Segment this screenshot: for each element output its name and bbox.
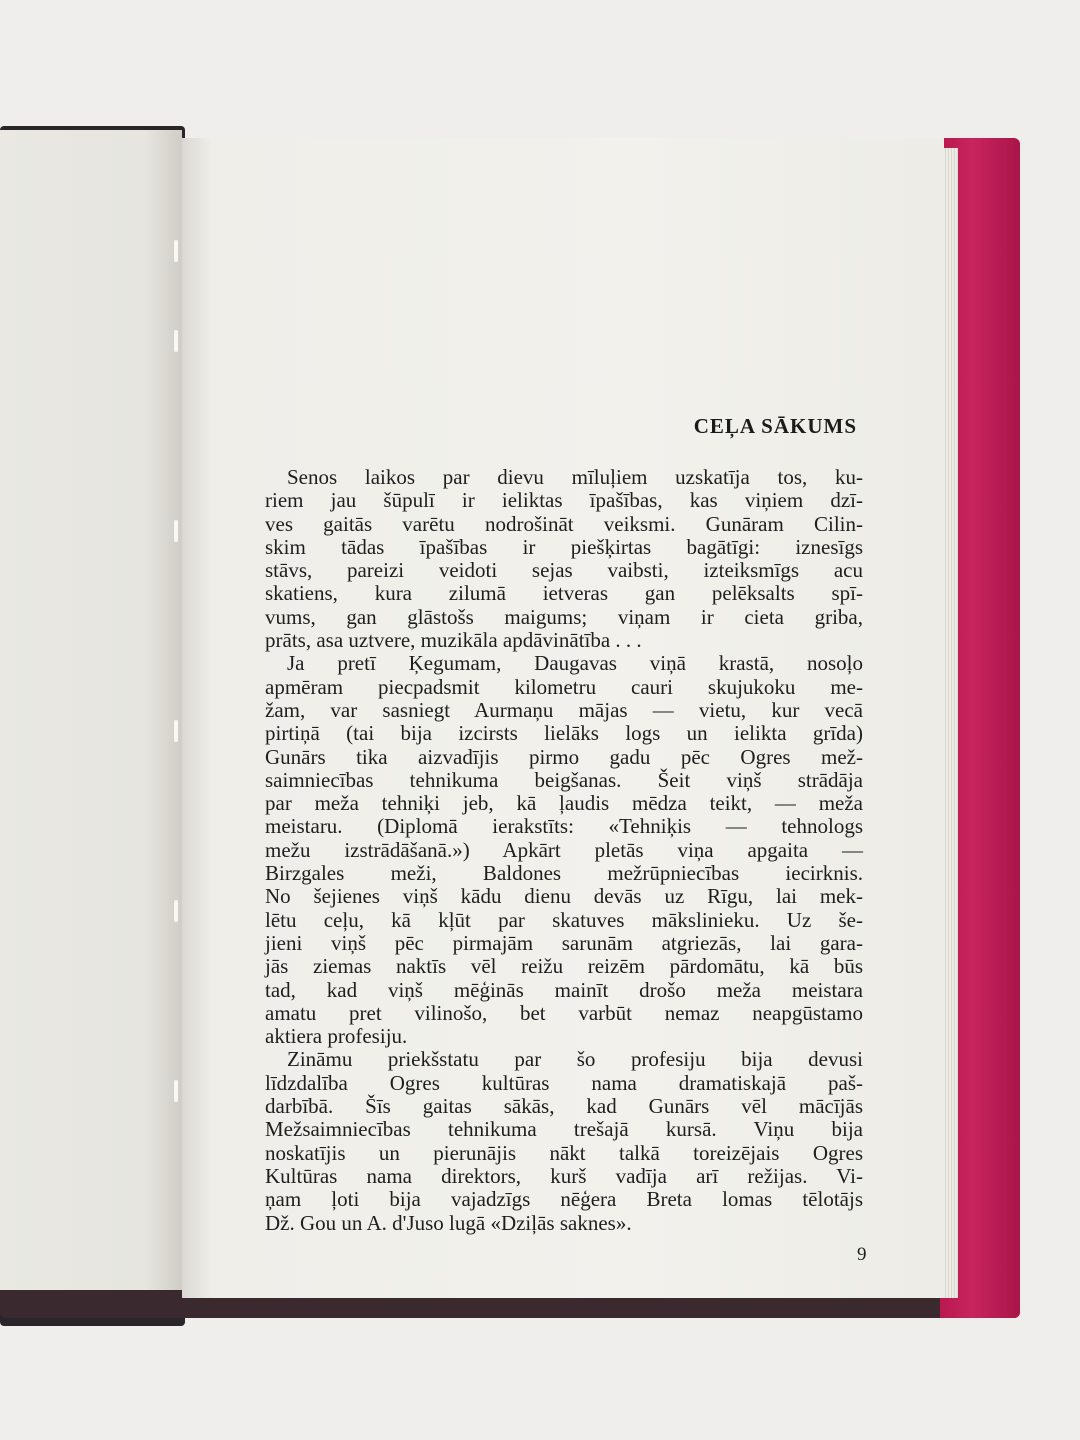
text-line: lētu ceļu, kā kļūt par skatuves mākslinieku. Uz še- <box>265 907 863 932</box>
text-line: par meža tehniķi jeb, kā ļaudis mēdza teikt, — meža <box>265 791 863 816</box>
text-line: amatu pret vilinošo, bet varbūt nemaz neapgūstamo <box>265 1000 863 1025</box>
text-line: pirtiņā (tai bija izcirsts lielāks logs un ielikta grīda) <box>265 721 863 746</box>
binding-stitch <box>174 240 178 262</box>
text-line: darbībā. Šīs gaitas sākās, kad Gunārs vēl mācījās <box>265 1094 863 1119</box>
text-line: skatiens, kura zilumā ietveras gan pelēksalts spī- <box>265 581 863 606</box>
binding-stitch <box>174 900 178 922</box>
text-line: aktiera profesiju. <box>265 1024 408 1049</box>
text-line: noskatījis un pierunājis nākt talkā toreizējais Ogres <box>265 1140 863 1165</box>
text-line: Zināmu priekšstatu par šo profesiju bija devusi <box>287 1047 863 1072</box>
body-text <box>265 466 863 1235</box>
binding-stitch <box>174 1080 178 1102</box>
text-line: saimniecības tehnikuma beigšanas. Šeit viņš strādāja <box>265 767 863 792</box>
text-line: mežu izstrādāšanā.») Apkārt pletās viņa apgaita — <box>265 837 863 862</box>
text-line: ves gaitās varētu nodrošināt veiksmi. Gunāram Cilin- <box>265 511 863 536</box>
text-line: žam, var sasniegt Aurmaņu mājas — vietu, kur vecā <box>265 697 863 722</box>
text-line: stāvs, pareizi veidoti sejas vaibsti, izteiksmīgs acu <box>265 558 863 583</box>
text-line: ņam ļoti bija vajadzīgs nēģera Breta lomas tēlotājs <box>265 1187 863 1212</box>
page-number: 9 <box>857 1244 867 1265</box>
text-line: Gunārs tika aizvadījis pirmo gadu pēc Ogres mež- <box>265 744 863 769</box>
text-line: Kultūras nama direktors, kurš vadīja arī režijas. Vi- <box>265 1163 863 1188</box>
text-line: apmēram piecpadsmit kilometru cauri skujukoku me- <box>265 674 863 699</box>
binding-stitch <box>174 330 178 352</box>
text-line: No šejienes viņš kādu dienu devās uz Rīgu, lai mek- <box>265 884 863 909</box>
text-line: tad, kad viņš mēģinās mainīt drošo meža meistara <box>265 977 863 1002</box>
text-line: Dž. Gou un A. d'Juso lugā «Dziļās saknes». <box>265 1210 632 1235</box>
text-line: jieni viņš pēc pirmajām sarunām atgriezās, lai gara- <box>265 930 863 955</box>
left-page <box>0 130 182 1310</box>
text-line: Mežsaimniecības tehnikuma trešajā kursā. Viņu bija <box>265 1117 863 1142</box>
text-line: Senos laikos par dievu mīluļiem uzskatīja tos, ku- <box>287 465 863 489</box>
text-line: Birzgales meži, Baldones mežrūpniecības iecirknis. <box>265 861 863 886</box>
text-line: vums, gan glāstošs maigums; viņam ir cieta griba, <box>265 604 863 629</box>
text-line: Ja pretī Ķegumam, Daugavas viņā krastā, nosoļo <box>287 651 863 676</box>
text-line: meistaru. (Diplomā ierakstīts: «Tehniķis — tehnologs <box>265 814 863 839</box>
text-line: skim tādas īpašības ir piešķirtas bagātīgi: iznesīgs <box>265 534 863 559</box>
text-line: jās ziemas naktīs vēl reižu reizēm pārdomātu, kā būs <box>265 954 863 979</box>
text-line: prāts, asa uztvere, muzikāla apdāvinātība . . . <box>265 628 642 653</box>
binding-stitch <box>174 520 178 542</box>
chapter-heading: CEĻA SĀKUMS <box>693 414 857 438</box>
text-line: riem jau šūpulī ir ieliktas īpašības, kas viņiem dzī- <box>265 488 863 513</box>
text-line: līdzdalība Ogres kultūras nama dramatiskajā paš- <box>265 1070 863 1095</box>
binding-stitch <box>174 720 178 742</box>
